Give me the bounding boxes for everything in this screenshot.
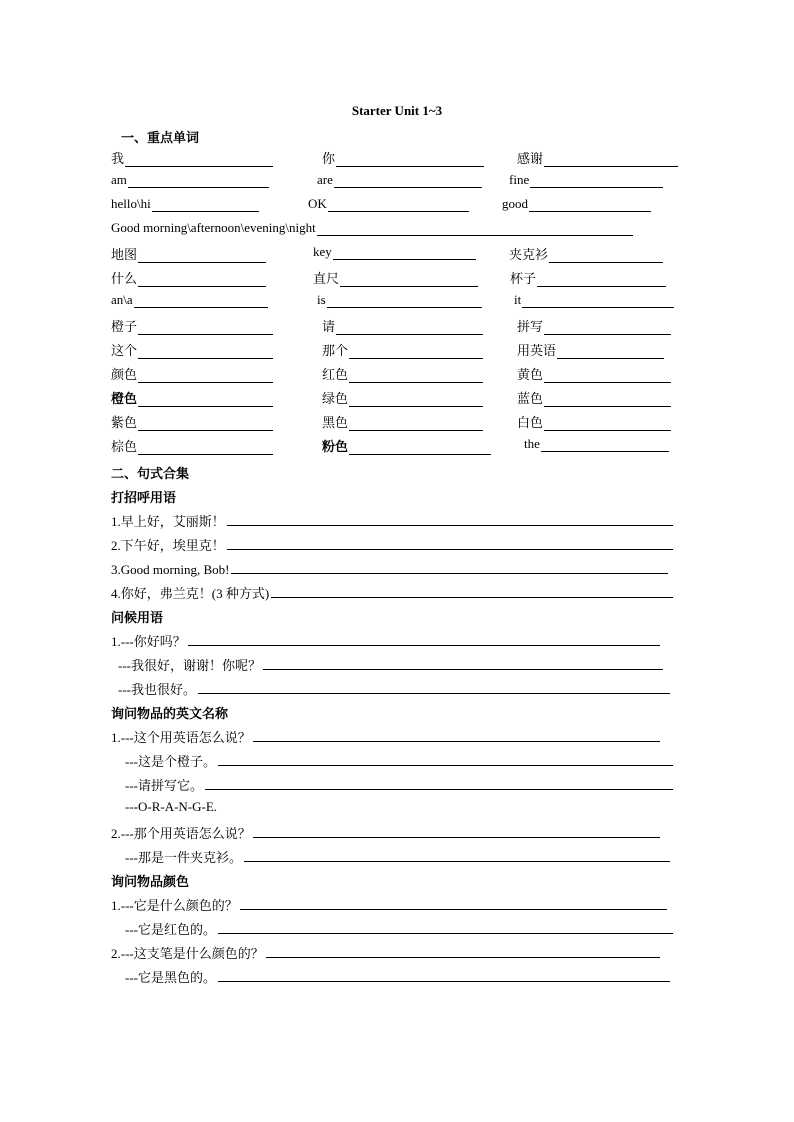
vocab-label: 粉色	[322, 439, 349, 454]
sentence-prompt: 2.---那个用英语怎么说？	[111, 826, 251, 841]
vocab-label: 红色	[322, 367, 349, 382]
vocab-label: 黄色	[517, 367, 544, 382]
vocab-row	[111, 196, 681, 220]
answer-blank[interactable]	[557, 344, 664, 359]
vocab-item	[509, 244, 663, 268]
answer-blank[interactable]	[549, 248, 663, 263]
vocab-label: 棕色	[111, 439, 138, 454]
answer-blank[interactable]	[541, 437, 669, 452]
answer-blank[interactable]	[138, 272, 266, 287]
vocab-item	[313, 244, 476, 268]
vocab-item	[322, 388, 483, 412]
sentence-item	[111, 511, 673, 531]
sentence-prompt: 1.早上好，艾丽斯！	[111, 514, 225, 529]
answer-blank[interactable]	[227, 535, 673, 550]
vocab-item	[111, 340, 273, 364]
answer-blank[interactable]	[336, 152, 484, 167]
page-title: Starter Unit 1~3	[351, 103, 443, 118]
sentence-prompt: 2.---这支笔是什么颜色的？	[111, 946, 264, 961]
sentence-prompt: ---那是一件夹克衫。	[125, 850, 242, 865]
vocab-item	[517, 316, 671, 340]
vocab-label: 用英语	[517, 343, 557, 358]
vocab-row	[111, 172, 681, 196]
vocab-label: is	[317, 292, 326, 307]
vocab-item	[317, 172, 482, 196]
vocab-label: 什么	[111, 271, 138, 286]
vocab-label: 紫色	[111, 415, 138, 430]
vocab-label: key	[313, 244, 332, 259]
answer-blank[interactable]	[134, 293, 268, 308]
vocab-label: 橙子	[111, 319, 138, 334]
answer-blank[interactable]	[188, 631, 660, 646]
vocab-label: 橙色	[111, 391, 138, 406]
vocab-row	[111, 268, 681, 292]
vocab-row	[111, 292, 681, 316]
answer-blank[interactable]	[349, 440, 491, 455]
answer-blank[interactable]	[253, 727, 660, 742]
sentence-item	[125, 751, 673, 771]
answer-blank[interactable]	[138, 440, 273, 455]
sentence-prompt: 4.你好，弗兰克！(3 种方式)	[111, 586, 270, 601]
vocab-item	[510, 268, 666, 292]
sentence-prompt: ---我很好，谢谢！你呢？	[118, 658, 261, 673]
vocab-row	[111, 364, 681, 388]
vocab-label: 请	[322, 319, 336, 334]
answer-blank[interactable]	[544, 416, 671, 431]
vocab-item	[111, 316, 273, 340]
sentence-prompt: 1.---它是什么颜色的？	[111, 898, 238, 913]
sentence-item	[111, 895, 667, 915]
answer-blank[interactable]	[138, 416, 273, 431]
vocab-label: it	[514, 292, 522, 307]
vocab-item	[317, 292, 482, 316]
group-heading: 询问物品颜色	[111, 874, 190, 889]
answer-blank[interactable]	[333, 245, 476, 260]
vocab-item	[322, 316, 483, 340]
vocab-row	[111, 436, 681, 460]
vocab-item	[111, 388, 273, 412]
answer-blank[interactable]	[128, 173, 269, 188]
sentence-item	[125, 919, 673, 939]
vocab-item	[517, 148, 678, 172]
sentence-item	[111, 727, 660, 747]
section-heading-vocabulary: 一、重点单词	[121, 130, 200, 145]
answer-blank[interactable]	[138, 320, 273, 335]
answer-blank[interactable]	[544, 368, 671, 383]
answer-blank[interactable]	[349, 392, 483, 407]
vocab-item	[111, 172, 269, 196]
sentence-item	[111, 559, 668, 579]
vocab-label: fine	[509, 172, 530, 187]
answer-blank[interactable]	[544, 152, 678, 167]
answer-blank[interactable]	[334, 173, 482, 188]
vocab-label: 夹克衫	[509, 247, 549, 262]
sentence-item	[125, 967, 670, 987]
vocab-label: the	[524, 436, 540, 451]
vocab-row	[111, 244, 681, 268]
answer-blank[interactable]	[327, 293, 482, 308]
sentence-prompt: 2.下午好，埃里克！	[111, 538, 225, 553]
sentence-prompt: 1.---这个用英语怎么说？	[111, 730, 251, 745]
section-heading-sentences: 二、句式合集	[111, 466, 190, 481]
answer-blank[interactable]	[529, 197, 651, 212]
sentence-prompt: ---我也很好。	[118, 682, 196, 697]
vocab-label: Good morning\afternoon\evening\night	[111, 220, 316, 235]
vocab-label: 颜色	[111, 367, 138, 382]
vocab-row	[111, 340, 681, 364]
vocab-label: 我	[111, 151, 125, 166]
answer-blank[interactable]	[522, 293, 674, 308]
vocab-item	[514, 292, 674, 316]
vocab-label: hello\hi	[111, 196, 151, 211]
answer-blank[interactable]	[138, 344, 273, 359]
vocab-label: 你	[322, 151, 336, 166]
answer-blank[interactable]	[218, 967, 670, 982]
sentence-item	[125, 799, 217, 819]
sentence-prompt: ---它是红色的。	[125, 922, 216, 937]
answer-blank[interactable]	[349, 416, 483, 431]
answer-blank[interactable]	[125, 152, 273, 167]
vocab-item	[322, 340, 483, 364]
answer-blank[interactable]	[218, 751, 673, 766]
vocab-row	[111, 148, 681, 172]
group-heading: 询问物品的英文名称	[111, 706, 229, 721]
sentence-item	[118, 655, 663, 675]
vocab-label: 绿色	[322, 391, 349, 406]
answer-blank[interactable]	[530, 173, 663, 188]
answer-blank[interactable]	[328, 197, 469, 212]
answer-blank[interactable]	[266, 943, 660, 958]
vocab-label: 直尺	[313, 271, 340, 286]
vocab-item	[502, 196, 651, 220]
vocab-item	[517, 364, 671, 388]
vocab-label: 感谢	[517, 151, 544, 166]
answer-blank[interactable]	[271, 583, 673, 598]
vocab-item	[509, 172, 663, 196]
vocab-label: 白色	[517, 415, 544, 430]
sentence-item	[111, 535, 673, 555]
vocab-label: 蓝色	[517, 391, 544, 406]
vocab-label: 这个	[111, 343, 138, 358]
answer-blank[interactable]	[336, 320, 483, 335]
vocab-label: 杯子	[510, 271, 537, 286]
sentence-item	[111, 823, 660, 843]
answer-blank[interactable]	[263, 655, 663, 670]
answer-blank[interactable]	[544, 320, 671, 335]
answer-blank[interactable]	[205, 775, 673, 790]
vocab-item	[313, 268, 478, 292]
answer-blank[interactable]	[317, 221, 633, 236]
sentence-prompt: ---这是个橙子。	[125, 754, 216, 769]
vocab-item	[524, 436, 669, 460]
sentence-prompt: ---O-R-A-N-G-E.	[125, 799, 218, 814]
vocab-item	[517, 388, 671, 412]
answer-blank[interactable]	[244, 847, 670, 862]
answer-blank[interactable]	[349, 368, 483, 383]
vocab-item	[308, 196, 469, 220]
sentence-item	[111, 943, 660, 963]
vocab-item	[111, 148, 273, 172]
sentence-item	[111, 631, 660, 651]
vocab-item	[111, 412, 273, 436]
vocab-row	[111, 412, 681, 436]
group-heading: 打招呼用语	[111, 490, 177, 505]
vocab-label: good	[502, 196, 528, 211]
sentence-item	[111, 583, 673, 603]
vocab-item	[111, 364, 273, 388]
vocab-item	[111, 268, 266, 292]
group-heading: 问候用语	[111, 610, 164, 625]
vocab-row	[111, 388, 681, 412]
vocab-label: 地图	[111, 247, 138, 262]
sentence-prompt: 3.Good morning, Bob!	[111, 562, 230, 577]
answer-blank[interactable]	[152, 197, 259, 212]
vocab-label: OK	[308, 196, 327, 211]
answer-blank[interactable]	[544, 392, 671, 407]
answer-blank[interactable]	[218, 919, 673, 934]
sentence-prompt: ---它是黑色的。	[125, 970, 216, 985]
vocabulary-grid	[111, 148, 681, 460]
answer-blank[interactable]	[198, 679, 670, 694]
vocab-label: are	[317, 172, 333, 187]
vocab-label: 拼写	[517, 319, 544, 334]
vocab-item	[517, 412, 671, 436]
vocab-item	[111, 244, 266, 268]
vocab-item	[322, 364, 483, 388]
sentence-item	[125, 775, 673, 795]
sentence-item	[125, 847, 670, 867]
vocab-label: am	[111, 172, 127, 187]
answer-blank[interactable]	[227, 511, 673, 526]
sentence-item	[118, 679, 670, 699]
vocab-item	[322, 436, 491, 460]
vocab-item	[111, 436, 273, 460]
vocab-item	[111, 220, 633, 244]
answer-blank[interactable]	[537, 272, 666, 287]
answer-blank[interactable]	[231, 559, 668, 574]
vocab-label: an\a	[111, 292, 133, 307]
vocab-row	[111, 220, 681, 244]
vocab-row	[111, 316, 681, 340]
vocab-item	[322, 148, 484, 172]
answer-blank[interactable]	[253, 823, 660, 838]
answer-blank[interactable]	[138, 368, 273, 383]
vocab-item	[111, 292, 268, 316]
vocab-label: 那个	[322, 343, 349, 358]
sentence-prompt: 1.---你好吗？	[111, 634, 186, 649]
answer-blank[interactable]	[349, 344, 483, 359]
vocab-item	[517, 340, 664, 364]
answer-blank[interactable]	[340, 272, 478, 287]
vocab-item	[111, 196, 259, 220]
answer-blank[interactable]	[138, 248, 266, 263]
vocab-item	[322, 412, 483, 436]
answer-blank[interactable]	[138, 392, 273, 407]
vocab-label: 黑色	[322, 415, 349, 430]
answer-blank[interactable]	[240, 895, 667, 910]
sentence-prompt: ---请拼写它。	[125, 778, 203, 793]
